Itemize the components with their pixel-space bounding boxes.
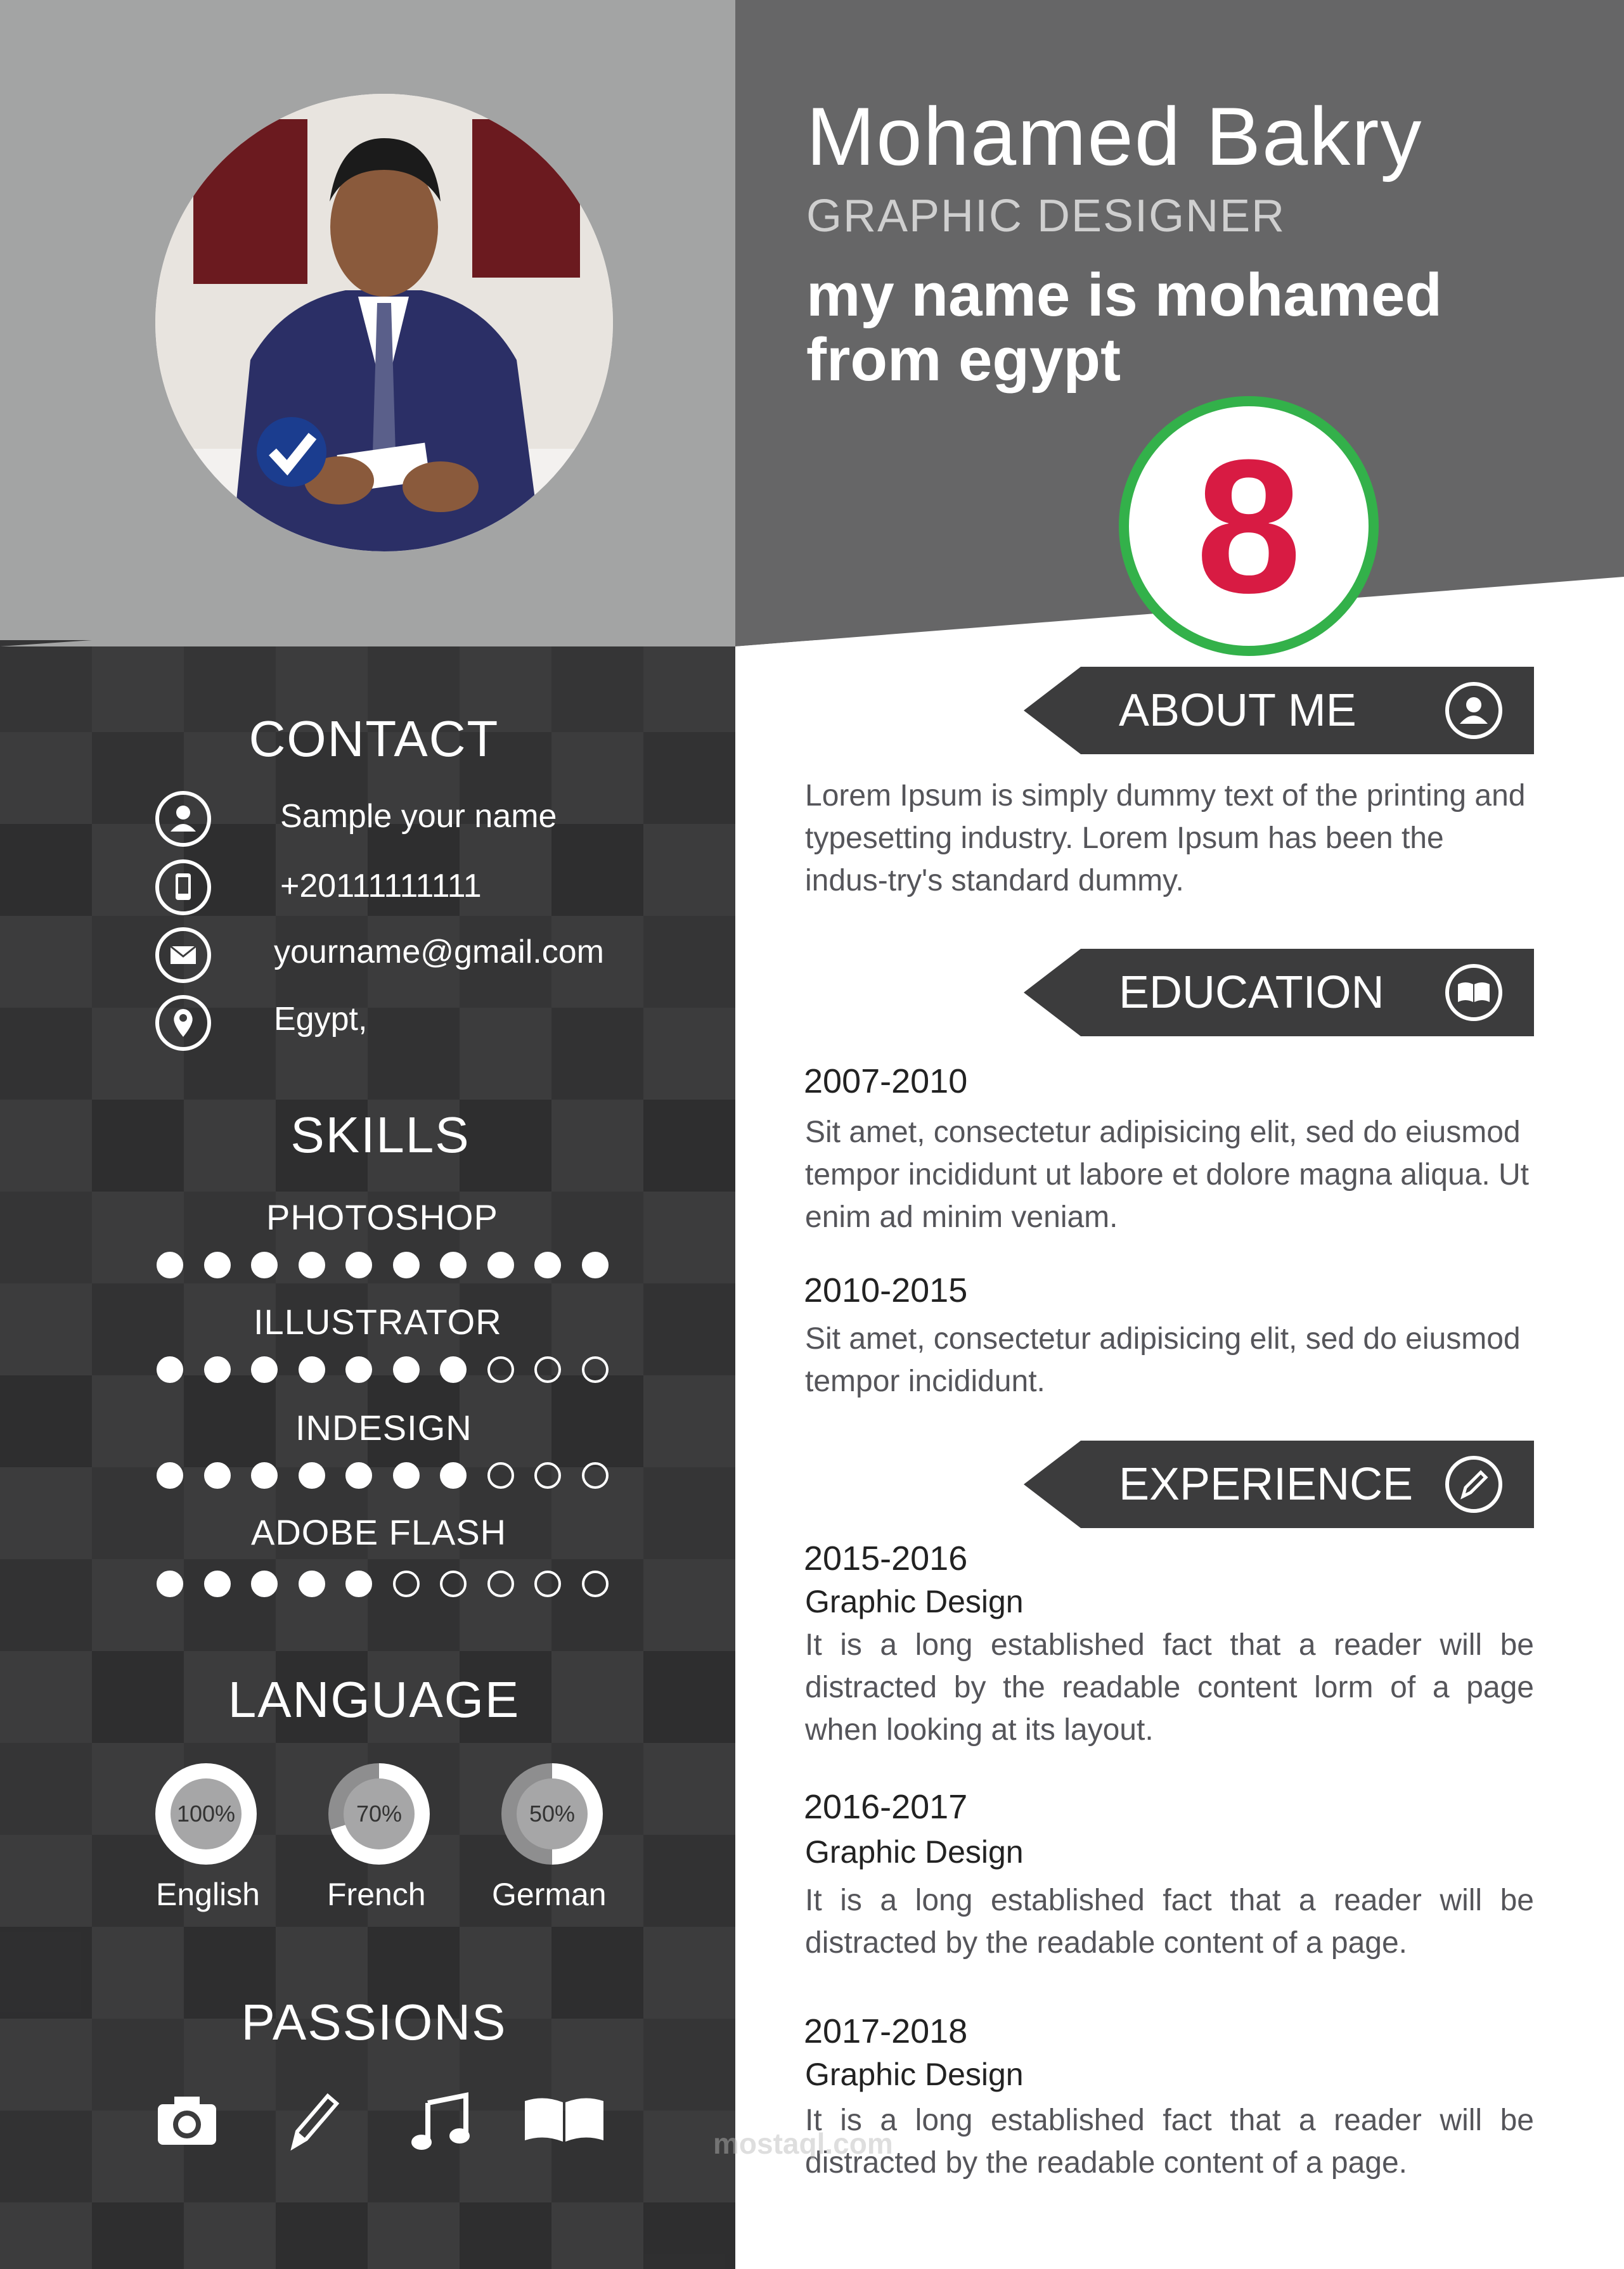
skills-title: SKILLS [290, 1107, 470, 1163]
experience-role-1: Graphic Design [805, 1584, 1024, 1619]
experience-text-2: It is a long established fact that a reader will be distracted by the readable content of a page. [805, 1884, 1534, 1960]
contact-location: Egypt, [274, 1001, 368, 1038]
language-percent-german: 50% [517, 1778, 588, 1849]
skill-name-adobe-flash: ADOBE FLASH [251, 1512, 507, 1552]
skill-dot-filled [534, 1252, 561, 1278]
sidebar-pattern-tile [643, 1651, 735, 1743]
music-note-icon [409, 2090, 472, 2154]
mail-icon [155, 927, 211, 983]
sidebar-pattern-tile [0, 1008, 92, 1100]
sidebar-pattern-tile [551, 1927, 643, 2019]
education-section-header [1024, 949, 1534, 1036]
sidebar-pattern-tile [92, 1100, 184, 1192]
skill-dot-empty [393, 1571, 420, 1597]
about-title: ABOUT ME [1119, 685, 1357, 736]
experience-text-3: It is a long established fact that a reader will be distracted by the readable content of a page. [805, 2104, 1534, 2180]
education-years-1: 2007-2010 [804, 1062, 968, 1100]
skill-dot-filled [440, 1356, 467, 1383]
skill-dot-filled [487, 1252, 514, 1278]
skill-dot-filled [345, 1571, 372, 1597]
user-icon [155, 791, 211, 847]
sidebar-pattern-tile [460, 2202, 551, 2269]
experience-years-3: 2017-2018 [804, 2012, 968, 2050]
sidebar-pattern-tile [643, 2202, 735, 2269]
skill-dot-filled [345, 1462, 372, 1489]
sidebar-pattern-tile [643, 1835, 735, 1927]
skill-rating-illustrator [157, 1356, 613, 1385]
sidebar-pattern-tile [368, 1008, 460, 1100]
skill-dot-empty [440, 1571, 467, 1597]
contact-name: Sample your name [280, 798, 557, 835]
sidebar-pattern-tile [551, 824, 643, 916]
sidebar-pattern-tile [551, 1375, 643, 1467]
skill-dot-filled [251, 1571, 278, 1597]
full-name: Mohamed Bakry [806, 90, 1423, 183]
sidebar-pattern-tile [92, 2202, 184, 2269]
skill-dot-filled [345, 1252, 372, 1278]
language-meter-german [501, 1763, 603, 1865]
number-badge: 8 [1119, 396, 1379, 656]
experience-title: EXPERIENCE [1119, 1459, 1414, 1510]
open-book-icon [520, 2095, 609, 2145]
pencil-icon [1445, 1456, 1502, 1513]
skill-dot-empty [534, 1462, 561, 1489]
experience-section-header [1024, 1441, 1534, 1528]
skill-dot-filled [157, 1462, 183, 1489]
location-pin-icon [155, 995, 211, 1051]
skill-dot-filled [393, 1356, 420, 1383]
language-title: LANGUAGE [228, 1671, 520, 1728]
skill-dot-filled [157, 1252, 183, 1278]
sidebar-pattern-tile [643, 2019, 735, 2111]
skill-dot-filled [393, 1462, 420, 1489]
skill-dot-filled [204, 1571, 231, 1597]
sidebar-pattern-tile [551, 1008, 643, 1100]
language-percent-english: 100% [171, 1778, 242, 1849]
sidebar-pattern-tile [0, 1743, 92, 1835]
skill-dot-empty [487, 1571, 514, 1597]
skill-dot-filled [582, 1252, 609, 1278]
skill-rating-indesign [157, 1462, 613, 1491]
education-text-1: Sit amet, consectetur adipisicing elit, sed do eiusmod tempor incididunt ut labore et dolore magna aliqua. Ut enim ad minim veniam. [805, 1115, 1530, 1234]
skill-dot-filled [299, 1462, 325, 1489]
sidebar-pattern-tile [276, 2202, 368, 2269]
skill-rating-adobe-flash [157, 1571, 613, 1600]
skill-dot-empty [487, 1356, 514, 1383]
skill-name-illustrator: ILLUSTRATOR [254, 1302, 502, 1342]
language-name-english: English [156, 1877, 260, 1912]
education-text-2: Sit amet, consectetur adipisicing elit, sed do eiusmod tempor incididunt. [805, 1322, 1521, 1398]
language-name-french: French [327, 1877, 426, 1912]
skill-dot-empty [534, 1571, 561, 1597]
sidebar-pattern-tile [643, 732, 735, 824]
education-title: EDUCATION [1119, 967, 1384, 1018]
sidebar-pattern-tile [0, 1192, 92, 1283]
sidebar-pattern-tile [0, 640, 92, 732]
profile-photo [155, 94, 613, 551]
book-icon [1445, 964, 1502, 1021]
pencil-icon [288, 2088, 339, 2152]
skill-dot-filled [440, 1462, 467, 1489]
sidebar-pattern-tile [92, 1651, 184, 1743]
sidebar-pattern-tile [551, 640, 643, 732]
skill-dot-filled [251, 1462, 278, 1489]
skill-dot-filled [299, 1356, 325, 1383]
education-years-2: 2010-2015 [804, 1271, 968, 1309]
language-meter-english [155, 1763, 257, 1865]
experience-years-2: 2016-2017 [804, 1788, 968, 1826]
experience-text-1: It is a long established fact that a reader will be distracted by the readable content lorm of a page when looking at its layout. [805, 1628, 1534, 1747]
skill-dot-filled [299, 1571, 325, 1597]
skill-name-indesign: INDESIGN [295, 1408, 472, 1448]
skill-dot-filled [204, 1356, 231, 1383]
skill-dot-filled [204, 1462, 231, 1489]
sidebar-pattern-tile [643, 1467, 735, 1559]
skill-dot-filled [345, 1356, 372, 1383]
sidebar-pattern-tile [643, 916, 735, 1008]
about-text: Lorem Ipsum is simply dummy text of the printing and typesetting industry. Lorem Ipsum has been the indus-try's standard dummy. [805, 779, 1526, 897]
phone-icon [155, 859, 211, 915]
intro-text: my name is mohamed from egypt [806, 261, 1443, 394]
language-name-german: German [492, 1877, 607, 1912]
skill-dot-filled [251, 1356, 278, 1383]
sidebar-pattern-tile [0, 1375, 92, 1467]
watermark: mostaql.com [713, 2127, 893, 2160]
sidebar-pattern-tile [184, 1375, 276, 1467]
skill-dot-filled [204, 1252, 231, 1278]
sidebar-pattern-tile [0, 1927, 92, 2019]
about-section-header [1024, 667, 1534, 754]
skill-dot-empty [582, 1571, 609, 1597]
user-icon [1445, 682, 1502, 739]
skill-dot-empty [582, 1356, 609, 1383]
passions-title: PASSIONS [241, 1994, 507, 2050]
sidebar-pattern-tile [0, 1559, 92, 1651]
sidebar-pattern-tile [0, 2111, 92, 2202]
header-diagonal [0, 558, 1624, 646]
contact-title: CONTACT [248, 710, 499, 767]
skill-rating-photoshop [157, 1252, 613, 1281]
language-percent-french: 70% [344, 1778, 415, 1849]
skill-dot-filled [251, 1252, 278, 1278]
experience-role-2: Graphic Design [805, 1834, 1024, 1870]
experience-years-1: 2015-2016 [804, 1539, 968, 1578]
skill-dot-filled [299, 1252, 325, 1278]
skill-name-photoshop: PHOTOSHOP [266, 1197, 498, 1237]
sidebar-pattern-tile [643, 1283, 735, 1375]
skill-dot-filled [440, 1252, 467, 1278]
camera-icon [155, 2092, 219, 2149]
skill-dot-filled [393, 1252, 420, 1278]
skill-dot-filled [157, 1356, 183, 1383]
skill-dot-empty [487, 1462, 514, 1489]
job-title: GRAPHIC DESIGNER [806, 191, 1286, 241]
language-meter-french [328, 1763, 430, 1865]
skill-dot-filled [157, 1571, 183, 1597]
sidebar-pattern-tile [0, 824, 92, 916]
contact-email: yourname@gmail.com [274, 934, 604, 970]
skill-dot-empty [534, 1356, 561, 1383]
contact-phone: +20111111111 [280, 868, 482, 904]
skill-dot-empty [582, 1462, 609, 1489]
experience-role-3: Graphic Design [805, 2057, 1024, 2092]
sidebar-pattern-tile [643, 1100, 735, 1192]
